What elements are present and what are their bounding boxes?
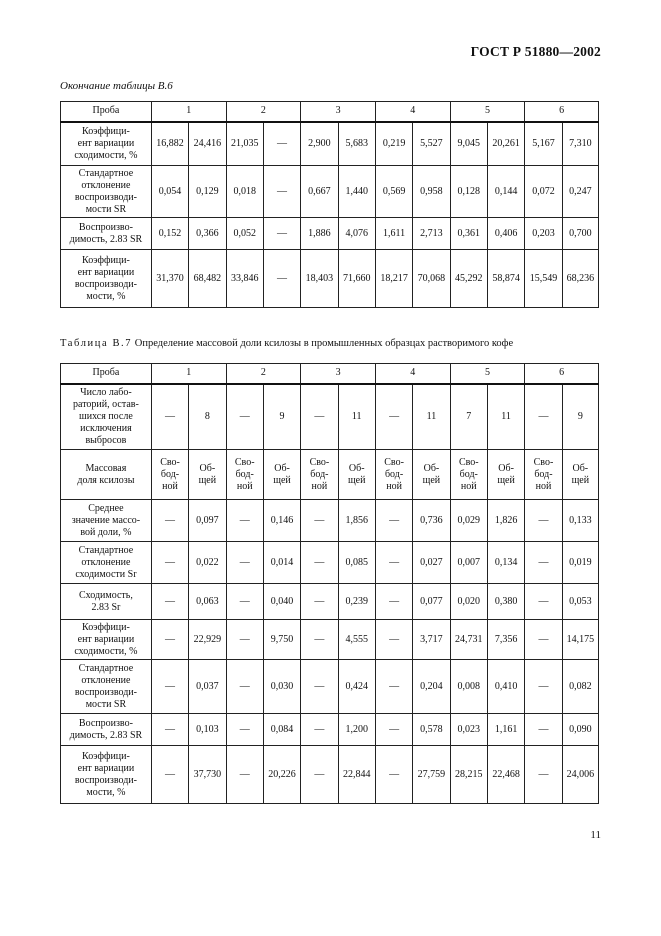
value-cell: — — [525, 714, 562, 746]
value-cell: 0,361 — [450, 218, 487, 250]
value-cell: 1,856 — [338, 500, 375, 542]
value-cell: — — [301, 542, 338, 584]
row-label: Массовая доля ксилозы — [61, 450, 152, 500]
value-cell: 0,569 — [375, 166, 412, 218]
header-cell-sample-number: 1 — [151, 364, 226, 384]
value-cell: 1,200 — [338, 714, 375, 746]
row-label: Воспроизво- димость, 2.83 SR — [61, 714, 152, 746]
value-cell: 0,239 — [338, 584, 375, 620]
value-cell: — — [263, 166, 300, 218]
table-row — [61, 714, 599, 746]
value-cell: 11 — [413, 384, 450, 450]
value-cell: 22,844 — [338, 746, 375, 804]
value-cell: 0,133 — [562, 500, 598, 542]
value-cell: 7 — [450, 384, 487, 450]
value-cell: — — [151, 746, 188, 804]
value-cell: 70,068 — [413, 250, 450, 308]
table-b-caption-number: Таблица В.7 — [60, 338, 133, 349]
value-cell: 0,085 — [338, 542, 375, 584]
value-cell: — — [301, 584, 338, 620]
table-row — [61, 218, 599, 250]
header-cell-sample-number: 6 — [525, 102, 599, 122]
value-cell: 5,527 — [413, 122, 450, 166]
value-cell: 14,175 — [562, 620, 598, 660]
table-b-caption-title: Определение массовой доли ксилозы в промышленных образцах растворимого кофе — [134, 338, 514, 349]
value-cell: 8 — [189, 384, 226, 450]
value-cell: 0,008 — [450, 660, 487, 714]
header-cell-sample-number: 2 — [226, 102, 301, 122]
value-cell: 0,247 — [562, 166, 598, 218]
value-cell: 20,261 — [487, 122, 524, 166]
header-cell-sample-number: 3 — [301, 102, 376, 122]
value-cell: — — [301, 620, 338, 660]
table-header-row — [61, 364, 599, 384]
row-label: Коэффици- ент вариации сходимости, % — [61, 620, 152, 660]
value-cell: 21,035 — [226, 122, 263, 166]
value-cell: — — [375, 620, 412, 660]
value-cell: Об- щей — [413, 450, 450, 500]
row-label: Коэффици- ент вариации воспроизводи- мости, % — [61, 250, 152, 308]
value-cell: — — [151, 660, 188, 714]
value-cell: 0,667 — [301, 166, 338, 218]
value-cell: — — [151, 542, 188, 584]
value-cell: 0,072 — [525, 166, 562, 218]
table-row — [61, 584, 599, 620]
row-label: Стандартное отклонение воспроизводи- мости SR — [61, 166, 152, 218]
value-cell: — — [151, 500, 188, 542]
value-cell: 0,958 — [413, 166, 450, 218]
value-cell: 9,045 — [450, 122, 487, 166]
value-cell: — — [375, 660, 412, 714]
document-code: ГОСТ Р 51880—2002 — [470, 44, 601, 59]
row-label: Число лабо- раторий, остав- шихся после исключения выбросов — [61, 384, 152, 450]
value-cell: — — [525, 542, 562, 584]
value-cell: 18,217 — [375, 250, 412, 308]
value-cell: Сво- бод- ной — [375, 450, 412, 500]
row-label: Среднее значение массо- вой доли, % — [61, 500, 152, 542]
value-cell: 0,020 — [450, 584, 487, 620]
value-cell: Сво- бод- ной — [226, 450, 263, 500]
value-cell: — — [375, 500, 412, 542]
row-label: Сходимость, 2.83 Sr — [61, 584, 152, 620]
value-cell: Сво- бод- ной — [525, 450, 562, 500]
value-cell: — — [263, 122, 300, 166]
table-b7 — [60, 363, 599, 804]
row-label: Коэффици- ент вариации воспроизводи- мости, % — [61, 746, 152, 804]
value-cell: Об- щей — [263, 450, 300, 500]
value-cell: — — [151, 384, 188, 450]
value-cell: — — [301, 384, 338, 450]
value-cell: 0,007 — [450, 542, 487, 584]
value-cell: 0,019 — [562, 542, 598, 584]
value-cell: 0,204 — [413, 660, 450, 714]
value-cell: 15,549 — [525, 250, 562, 308]
table-row — [61, 620, 599, 660]
value-cell: 5,167 — [525, 122, 562, 166]
value-cell: 0,736 — [413, 500, 450, 542]
value-cell: 0,090 — [562, 714, 598, 746]
value-cell: 27,759 — [413, 746, 450, 804]
table-b6-end — [60, 101, 599, 308]
value-cell: 20,226 — [263, 746, 300, 804]
header-cell-sample-number: 4 — [375, 102, 450, 122]
value-cell: — — [226, 584, 263, 620]
header-cell-sample-number: 1 — [151, 102, 226, 122]
value-cell: 1,826 — [487, 500, 524, 542]
value-cell: — — [525, 660, 562, 714]
header-cell-sample-number: 5 — [450, 102, 525, 122]
value-cell: Сво- бод- ной — [450, 450, 487, 500]
value-cell: — — [525, 746, 562, 804]
value-cell: 5,683 — [338, 122, 375, 166]
value-cell: 0,134 — [487, 542, 524, 584]
page-number: 11 — [590, 829, 601, 841]
value-cell: — — [375, 746, 412, 804]
header-cell-sample-number: 3 — [301, 364, 376, 384]
value-cell: — — [226, 620, 263, 660]
value-cell: — — [375, 584, 412, 620]
value-cell: 0,077 — [413, 584, 450, 620]
row-label: Стандартное отклонение воспроизводи- мости SR — [61, 660, 152, 714]
value-cell: — — [226, 542, 263, 584]
value-cell: — — [375, 384, 412, 450]
value-cell: — — [226, 714, 263, 746]
value-cell: — — [301, 714, 338, 746]
value-cell: — — [301, 500, 338, 542]
value-cell: — — [525, 500, 562, 542]
value-cell: 28,215 — [450, 746, 487, 804]
value-cell: 0,052 — [226, 218, 263, 250]
value-cell: 0,144 — [487, 166, 524, 218]
value-cell: 0,366 — [189, 218, 226, 250]
row-label: Воспроизво- димость, 2.83 SR — [61, 218, 152, 250]
value-cell: 0,029 — [450, 500, 487, 542]
value-cell: — — [263, 218, 300, 250]
value-cell: 22,468 — [487, 746, 524, 804]
value-cell: 16,882 — [151, 122, 188, 166]
value-cell: — — [301, 746, 338, 804]
table-header-row — [61, 102, 599, 122]
value-cell: — — [263, 250, 300, 308]
value-cell: — — [151, 714, 188, 746]
value-cell: — — [226, 660, 263, 714]
value-cell: 0,146 — [263, 500, 300, 542]
header-cell-sample-number: 6 — [525, 364, 599, 384]
table-row — [61, 542, 599, 584]
value-cell: — — [226, 746, 263, 804]
value-cell: 0,410 — [487, 660, 524, 714]
value-cell: 68,236 — [562, 250, 598, 308]
value-cell: 33,846 — [226, 250, 263, 308]
header-cell-sample-number: 5 — [450, 364, 525, 384]
header-cell-sample: Проба — [61, 102, 152, 122]
value-cell: 0,219 — [375, 122, 412, 166]
value-cell: — — [226, 384, 263, 450]
table-row — [61, 660, 599, 714]
value-cell: 24,416 — [189, 122, 226, 166]
value-cell: 0,082 — [562, 660, 598, 714]
value-cell: 9 — [562, 384, 598, 450]
value-cell: 0,053 — [562, 584, 598, 620]
value-cell: Об- щей — [487, 450, 524, 500]
value-cell: 0,040 — [263, 584, 300, 620]
row-label: Коэффици- ент вариации сходимости, % — [61, 122, 152, 166]
table-row — [61, 384, 599, 450]
value-cell: 0,128 — [450, 166, 487, 218]
value-cell: 0,700 — [562, 218, 598, 250]
value-cell: 37,730 — [189, 746, 226, 804]
value-cell: 2,713 — [413, 218, 450, 250]
value-cell: 9,750 — [263, 620, 300, 660]
value-cell: 0,084 — [263, 714, 300, 746]
value-cell: 0,380 — [487, 584, 524, 620]
value-cell: 0,022 — [189, 542, 226, 584]
value-cell: Об- щей — [189, 450, 226, 500]
value-cell: — — [151, 620, 188, 660]
value-cell: 3,717 — [413, 620, 450, 660]
value-cell: 0,129 — [189, 166, 226, 218]
value-cell: — — [375, 714, 412, 746]
value-cell: 71,660 — [338, 250, 375, 308]
header-cell-sample-number: 2 — [226, 364, 301, 384]
value-cell: — — [525, 620, 562, 660]
value-cell: — — [375, 542, 412, 584]
value-cell: 4,076 — [338, 218, 375, 250]
value-cell: 68,482 — [189, 250, 226, 308]
value-cell: 0,023 — [450, 714, 487, 746]
value-cell: 0,030 — [263, 660, 300, 714]
table-a-caption: Окончание таблицы В.6 — [60, 80, 173, 92]
value-cell: 0,103 — [189, 714, 226, 746]
value-cell: 0,203 — [525, 218, 562, 250]
value-cell: — — [525, 584, 562, 620]
value-cell: 0,578 — [413, 714, 450, 746]
value-cell: 24,731 — [450, 620, 487, 660]
value-cell: 0,027 — [413, 542, 450, 584]
value-cell: 22,929 — [189, 620, 226, 660]
value-cell: 0,037 — [189, 660, 226, 714]
value-cell: 0,406 — [487, 218, 524, 250]
value-cell: 58,874 — [487, 250, 524, 308]
table-row — [61, 500, 599, 542]
value-cell: 0,054 — [151, 166, 188, 218]
table-b-caption — [60, 338, 513, 349]
header-cell-sample-number: 4 — [375, 364, 450, 384]
value-cell: 0,063 — [189, 584, 226, 620]
value-cell: 24,006 — [562, 746, 598, 804]
value-cell: 7,356 — [487, 620, 524, 660]
value-cell: 1,611 — [375, 218, 412, 250]
value-cell: Об- щей — [562, 450, 598, 500]
value-cell: — — [525, 384, 562, 450]
value-cell: 7,310 — [562, 122, 598, 166]
value-cell: Сво- бод- ной — [151, 450, 188, 500]
value-cell: 0,018 — [226, 166, 263, 218]
table-row — [61, 450, 599, 500]
value-cell: 1,886 — [301, 218, 338, 250]
value-cell: 1,440 — [338, 166, 375, 218]
table-row — [61, 166, 599, 218]
table-row — [61, 250, 599, 308]
value-cell: 18,403 — [301, 250, 338, 308]
table-row — [61, 746, 599, 804]
value-cell: 45,292 — [450, 250, 487, 308]
table-row — [61, 122, 599, 166]
value-cell: 31,370 — [151, 250, 188, 308]
value-cell: 4,555 — [338, 620, 375, 660]
value-cell: 1,161 — [487, 714, 524, 746]
header-cell-sample: Проба — [61, 364, 152, 384]
value-cell: Об- щей — [338, 450, 375, 500]
row-label: Стандартное отклонение сходимости Sr — [61, 542, 152, 584]
value-cell: — — [151, 584, 188, 620]
value-cell: — — [301, 660, 338, 714]
value-cell: 0,152 — [151, 218, 188, 250]
value-cell: 2,900 — [301, 122, 338, 166]
value-cell: 0,097 — [189, 500, 226, 542]
value-cell: Сво- бод- ной — [301, 450, 338, 500]
value-cell: — — [226, 500, 263, 542]
value-cell: 0,014 — [263, 542, 300, 584]
value-cell: 9 — [263, 384, 300, 450]
value-cell: 0,424 — [338, 660, 375, 714]
value-cell: 11 — [487, 384, 524, 450]
value-cell: 11 — [338, 384, 375, 450]
